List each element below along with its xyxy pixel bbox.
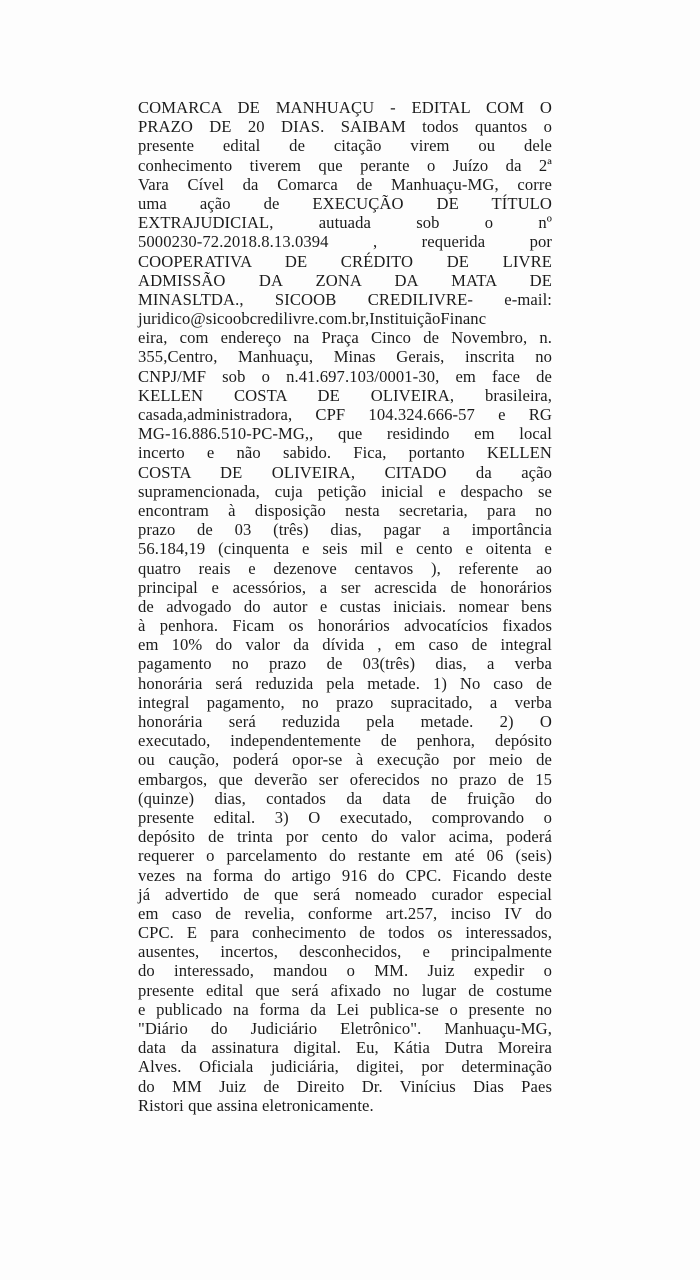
text-line: COMARCA DE MANHUAÇU - EDITAL COM O <box>138 98 552 117</box>
text-line: PRAZO DE 20 DIAS. SAIBAM todos quantos o <box>138 117 552 137</box>
text-line: CPC. E para conhecimento de todos os interessados, <box>138 923 552 943</box>
text-line: 5000230-72.2018.8.13.0394 , requerida por <box>138 232 552 252</box>
text-line: 56.184,19 (cinquenta e seis mil e cento e oitenta e <box>138 539 552 559</box>
text-line: MINASLTDA., SICOOB CREDILIVRE- e-mail: <box>138 289 552 309</box>
text-line: integral pagamento, no prazo supracitado, a verba <box>138 692 552 712</box>
edital-text <box>138 98 552 1115</box>
text-line: depósito de trinta por cento do valor acima, poderá <box>138 827 552 847</box>
text-line: supramencionada, cuja petição inicial e despacho se <box>138 481 552 501</box>
text-line: presente edital de citação virem ou dele <box>138 136 552 156</box>
text-line: à penhora. Ficam os honorários advocatícios fixados <box>138 616 552 636</box>
text-line: do MM Juiz de Direito Dr. Vinícius Dias Paes <box>138 1076 552 1096</box>
text-line: embargos, que deverão ser oferecidos no prazo de 15 <box>138 769 552 789</box>
text-line: juridico@sicoobcredilivre.com.br,InstituiçãoFinanc <box>138 309 487 329</box>
text-line: pagamento no prazo de 03(três) dias, a verba <box>138 654 552 674</box>
text-line: (quinze) dias, contados da data de fruição do <box>138 788 552 808</box>
text-line: presente edital que será afixado no lugar de costume <box>138 980 552 1000</box>
text-line: de advogado do autor e custas iniciais. nomear bens <box>138 596 552 616</box>
text-line: quatro reais e dezenove centavos ), referente ao <box>138 558 552 578</box>
text-line: prazo de 03 (três) dias, pagar a importância <box>138 520 552 540</box>
text-line: ADMISSÃO DA ZONA DA MATA DE <box>138 270 552 290</box>
text-line: COSTA DE OLIVEIRA, CITADO da ação <box>138 462 552 482</box>
text-line: MG-16.886.510-PC-MG,, que residindo em local <box>138 424 552 444</box>
text-line: EXTRAJUDICIAL, autuada sob o nº <box>138 213 552 233</box>
text-line: principal e acessórios, a ser acrescida de honorários <box>138 577 552 597</box>
text-line: já advertido de que será nomeado curador especial <box>138 884 552 904</box>
text-line: ou caução, poderá opor-se à execução por meio de <box>138 750 552 770</box>
text-line: presente edital. 3) O executado, comprovando o <box>138 807 552 827</box>
text-line: do interessado, mandou o MM. Juiz expedir o <box>138 961 552 981</box>
text-line: KELLEN COSTA DE OLIVEIRA, brasileira, <box>138 385 552 405</box>
text-line: Vara Cível da Comarca de Manhuaçu-MG, corre <box>138 174 552 194</box>
text-line: conhecimento tiverem que perante o Juízo da 2ª <box>138 155 552 175</box>
text-line: 355,Centro, Manhuaçu, Minas Gerais, inscrita no <box>138 347 552 367</box>
text-line: honorária será reduzida pela metade. 2) O <box>138 712 552 731</box>
text-line: uma ação de EXECUÇÃO DE TÍTULO <box>138 193 552 213</box>
text-line: executado, independentemente de penhora, depósito <box>138 731 552 751</box>
text-line: Alves. Oficiala judiciária, digitei, por determinação <box>138 1057 552 1077</box>
text-line: Ristori que assina eletronicamente. <box>138 1095 374 1115</box>
text-line: requerer o parcelamento do restante em até 06 (seis) <box>138 846 552 866</box>
text-line: em caso de revelia, conforme art.257, inciso IV do <box>138 903 552 923</box>
text-line: COOPERATIVA DE CRÉDITO DE LIVRE <box>138 251 552 271</box>
text-line: incerto e não sabido. Fica, portanto KELLEN <box>138 443 552 463</box>
text-line: honorária será reduzida pela metade. 1) No caso de <box>138 673 552 693</box>
text-line: encontram à disposição nesta secretaria, para no <box>138 500 552 520</box>
text-line: vezes na forma do artigo 916 do CPC. Ficando deste <box>138 865 552 885</box>
text-line: CNPJ/MF sob o n.41.697.103/0001-30, em face de <box>138 366 552 386</box>
text-line: data da assinatura digital. Eu, Kátia Dutra Moreira <box>138 1038 552 1058</box>
text-line: ausentes, incertos, desconhecidos, e principalmente <box>138 942 552 962</box>
text-line: "Diário do Judiciário Eletrônico". Manhuaçu-MG, <box>138 1019 552 1038</box>
text-line: casada,administradora, CPF 104.324.666-57 e RG <box>138 405 552 424</box>
text-line: eira, com endereço na Praça Cinco de Novembro, n. <box>138 328 552 348</box>
text-line: em 10% do valor da dívida , em caso de integral <box>138 635 552 655</box>
text-line: e publicado na forma da Lei publica-se o presente no <box>138 999 552 1019</box>
